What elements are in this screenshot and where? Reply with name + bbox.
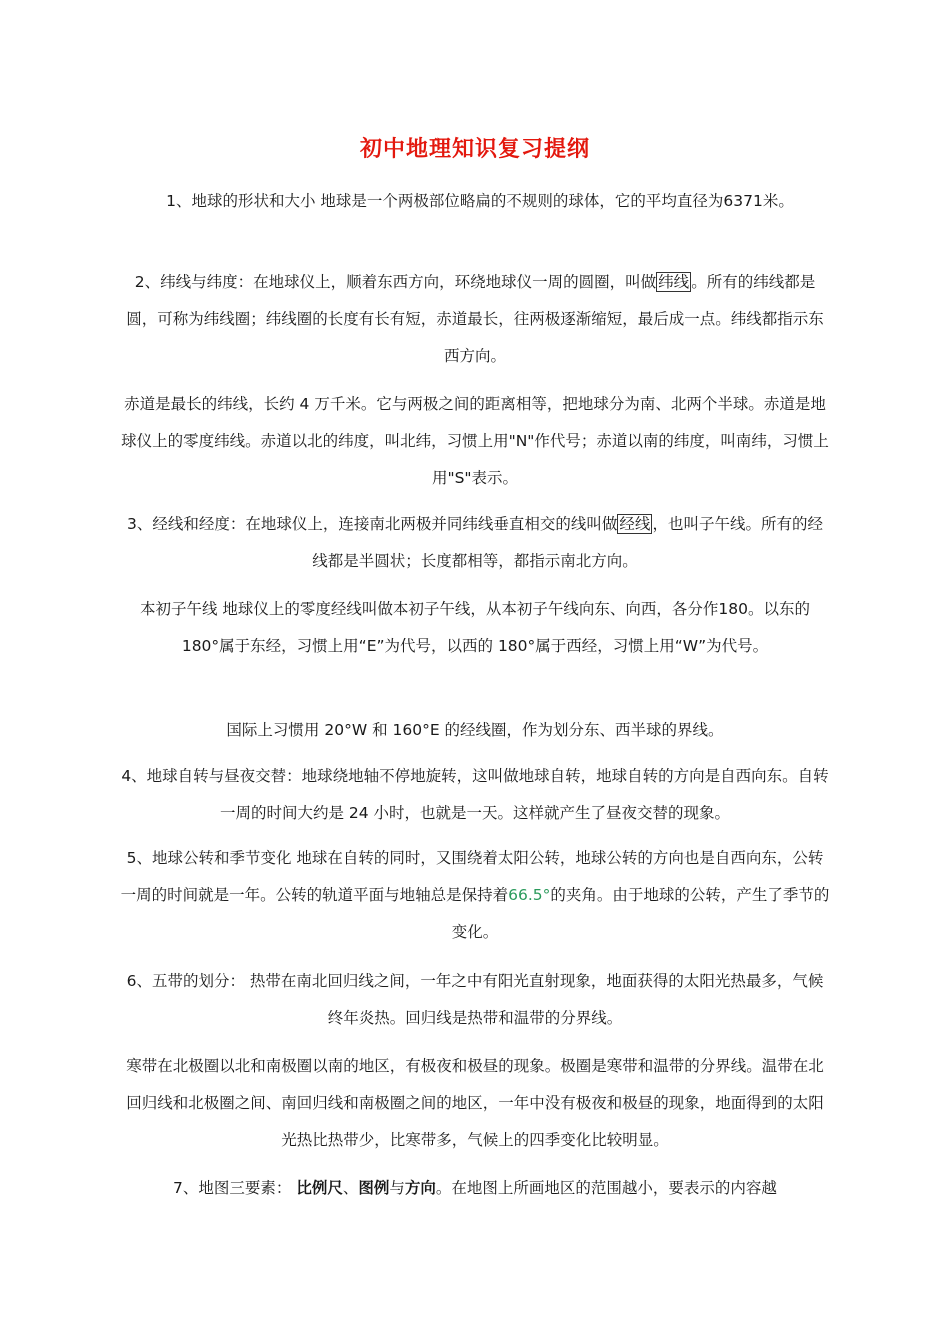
- paragraph-11: 7、地图三要素： 比例尺、图例与方向。在地图上所画地区的范围越小，要表示的内容越: [173, 1179, 777, 1197]
- paragraph-2: 2、纬线与纬度：在地球仪上，顺着东西方向，环绕地球仪一周的圆圈，叫做 纬线 。所有的纬线都是圆，可称为纬线圈；纬线圈的长度有长有短，赤道最长，往两极逐渐缩短，最后成一点。纬线都指示东西方向。: [126, 273, 824, 365]
- document-title: 初中地理知识复习提纲: [359, 137, 590, 162]
- bold-term-direction: 方向: [404, 1179, 436, 1197]
- paragraph-7: 4、地球自转与昼夜交替：地球绕地轴不停地旋转，这叫做地球自转，地球自转的方向是自西向东。自转一周的时间大约是 24 小时，也就是一天。这样就产生了昼夜交替的现象。: [121, 767, 829, 822]
- paragraph-4: 3、经线和经度：在地球仪上，连接南北两极并同纬线垂直相交的线叫做 经线 ，也叫子午线。所有的经线都是半圆状；长度都相等，都指示南北方向。: [127, 515, 823, 570]
- paragraph-6: 国际上习惯用 20°W 和 160°E 的经线圈，作为划分东、西半球的界线。: [226, 721, 724, 739]
- paragraph-9: 6、五带的划分： 热带在南北回归线之间，一年之中有阳光直射现象，地面获得的太阳光热最多，气候终年炎热。回归线是热带和温带的分界线。: [126, 972, 824, 1027]
- paragraph-10: 寒带在北极圈以北和南极圈以南的地区，有极夜和极昼的现象。极圈是寒带和温带的分界线。温带在北回归线和北极圈之间、南回归线和南极圈之间的地区，一年中没有极夜和极昼的现象，地面得到的太阳光热比热带少，比寒带多，气候上的四季变化比较明显。: [126, 1057, 824, 1149]
- boxed-term-weixian: 纬线: [658, 273, 690, 291]
- highlight-angle: 66.5°: [508, 886, 551, 904]
- bold-term-scale: 比例尺: [296, 1179, 343, 1197]
- bold-term-legend: 图例: [358, 1179, 390, 1197]
- paragraph-5: 本初子午线 地球仪上的零度经线叫做本初子午线，从本初子午线向东、向西，各分作180。以东的 180°属于东经，习惯上用“E”为代号，以西的 180°属于西经，习惯上用“W”为代号。: [139, 600, 810, 655]
- paragraph-3: 赤道是最长的纬线，长约 4 万千米。它与两极之间的距离相等，把地球分为南、北两个半球。赤道是地球仪上的零度纬线。赤道以北的纬度，叫北纬，习惯上用"N"作代号；赤道以南的纬度，叫南纬，习惯上用"S"表示。: [121, 395, 829, 487]
- boxed-term-jingxian: 经线: [619, 515, 651, 533]
- paragraph-1: 1、地球的形状和大小 地球是一个两极部位略扁的不规则的球体，它的平均直径为6371米。: [166, 192, 794, 210]
- paragraph-8: 5、地球公转和季节变化 地球在自转的同时，又围绕着太阳公转，地球公转的方向也是自西向东，公转一周的时间就是一年。公转的轨道平面与地轴总是保持着66.5°的夹角。由于地球的公转，产生了季节的变化。: [120, 849, 830, 941]
